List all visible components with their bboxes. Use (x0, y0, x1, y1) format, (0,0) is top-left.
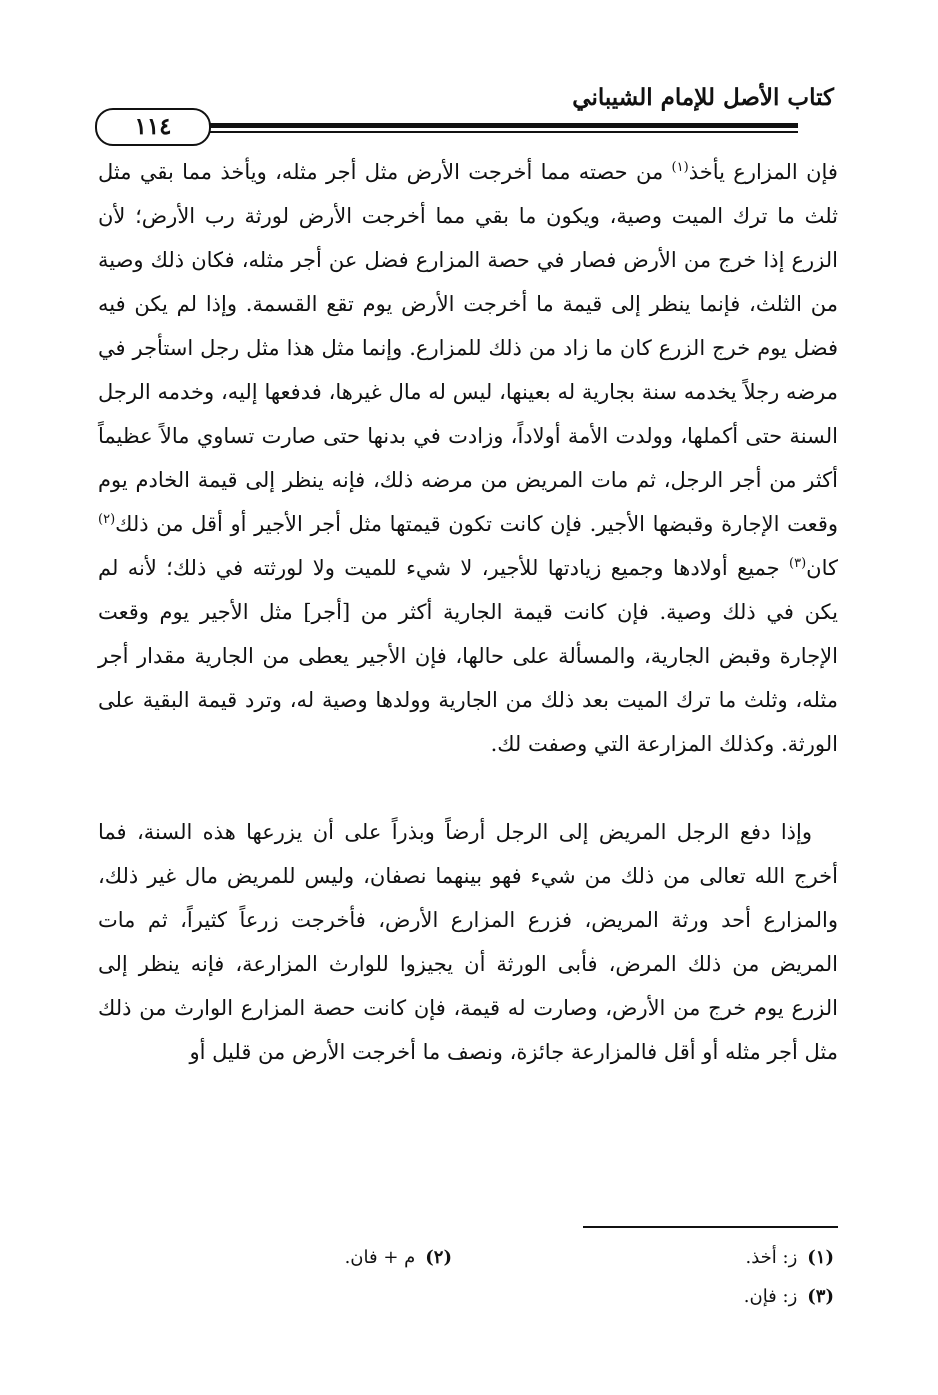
page-number: ١١٤ (95, 108, 211, 146)
footnote-3-text: ز: فإن. (743, 1286, 798, 1307)
book-title: كتاب الأصل للإمام الشيباني (572, 84, 834, 111)
paragraph-2 (98, 810, 838, 1074)
footnote-ref-1: (١) (671, 160, 689, 175)
footnote-ref-3: (٣) (789, 556, 807, 571)
paragraph-1 (98, 150, 838, 766)
footnote-3-number: (٣) (807, 1286, 834, 1307)
main-text (98, 150, 838, 1074)
paragraph-1-part-4: جميع أولادها وجميع زيادتها للأجير، لا شيء للميت ولا لورثته في ذلك؛ لأنه لم يكن في ذلك وصية. فإن كانت قيمة الجارية أكثر من [أجر] مثل الأجير يوم وقعت الإجارة وقبض الجارية، والمسألة على حالها، فإن الأجير يعطى من الجارية مقدار أجر مثله، وثلث ما ترك الميت بعد ذلك من الجارية وولدها وصية له، وترد قيمة البقية على الورثة. وكذلك المزارعة التي وصفت لك. (98, 556, 838, 756)
footnote-2-number: (٢) (425, 1247, 452, 1268)
footnote-1-text: ز: أخذ. (745, 1247, 798, 1268)
footnote-2-text: م + فان. (344, 1247, 416, 1268)
footnote-3 (744, 1286, 834, 1307)
paragraph-2-text: وإذا دفع الرجل المريض إلى الرجل أرضاً وبذراً على أن يزرعها هذه السنة، فما أخرج الله تعالى من ذلك من شيء فهو بينهما نصفان، وليس للمريض مال غير ذلك، والمزارع أحد ورثة المريض، فزرع المزارع الأرض، فأخرجت زرعاً كثيراً، ثم مات المريض من ذلك المرض، فأبى الورثة أن يجيزوا للوارث المزارعة، فإنه ينظر إلى الزرع يوم خرج من الأرض، وصارت له قيمة، فإن كانت حصة المزارع الوارث من ذلك مثل أجر مثله أو أقل فالمزارعة جائزة، ونصف ما أخرجت الأرض من قليل أو (98, 820, 838, 1064)
footnote-1-number: (١) (807, 1247, 834, 1268)
paragraph-1-part-1: فإن المزارع يأخذ (688, 160, 838, 184)
paragraph-1-part-3: كان (806, 556, 838, 580)
footnote-1 (745, 1247, 834, 1268)
footnote-ref-2: (٢) (98, 512, 116, 527)
footnote-2 (345, 1247, 452, 1268)
paragraph-1-part-2: من حصته مما أخرجت الأرض مثل أجر مثله، ويأخذ مما بقي مثل ثلث ما ترك الميت وصية، ويكون ما بقي مما أخرجت الأرض لورثة رب الأرض؛ لأن الزرع إذا خرج من الأرض فصار في حصة المزارع فضل عن أجر مثله، فكان ذلك وصية من الثلث، فإنما ينظر إلى قيمة ما أخرجت الأرض يوم تقع القسمة. وإذا لم يكن فيه فضل يوم خرج الزرع كان ما زاد من ذلك للمزارع. وإنما مثل هذا مثل رجل استأجر في مرضه رجلاً يخدمه سنة بجارية له بعينها، ليس له مال غيرها، فدفعها إليه، وخدمه الرجل السنة حتى أكملها، وولدت الأمة أولاداً، وزادت في بدنها حتى صارت تساوي مالاً عظيماً أكثر من أجر الرجل، ثم مات المريض من مرضه ذلك، فإنه ينظر إلى قيمة الخادم يوم وقعت الإجارة وقبضها الأجير. فإن كانت تكون قيمتها مثل أجر الأجير أو أقل من ذلك (98, 160, 838, 536)
paragraph-gap (98, 766, 838, 810)
footnote-rule (583, 1226, 838, 1228)
